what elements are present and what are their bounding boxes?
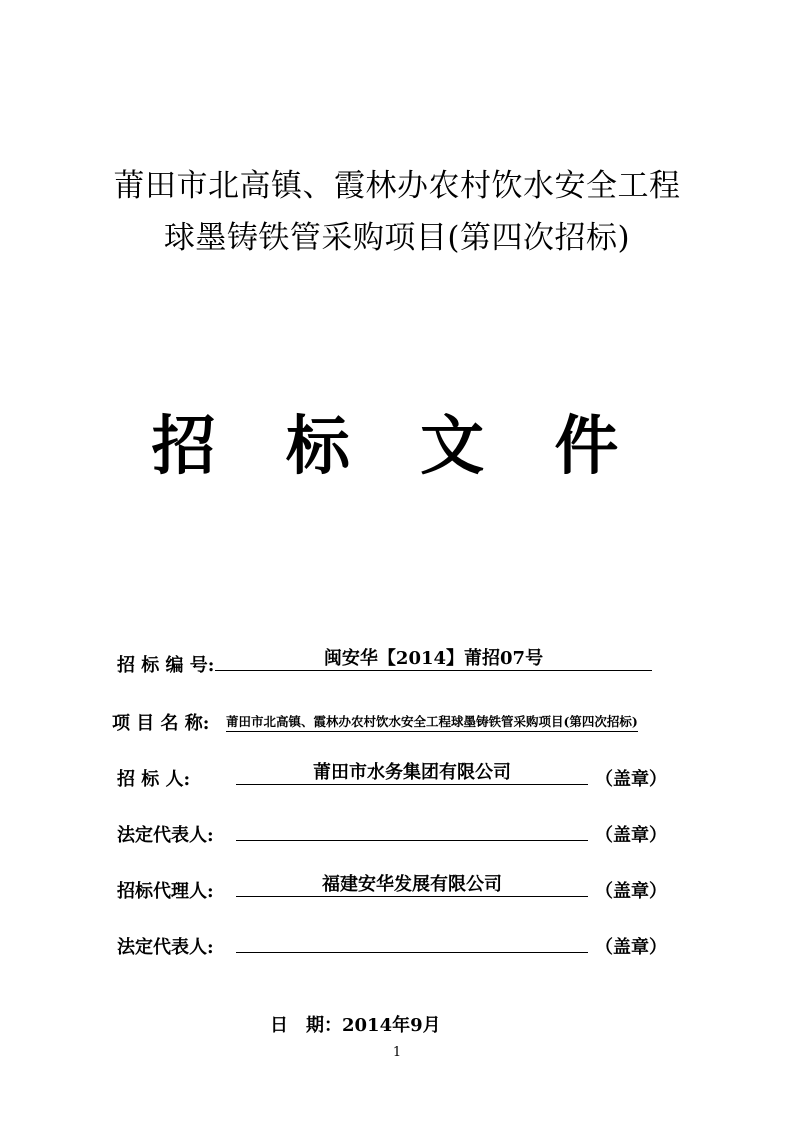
legal-rep-2-seal: （盖章）	[595, 937, 667, 958]
legal-rep-1-value	[236, 818, 588, 841]
tenderer-value: 莆田市水务集团有限公司	[236, 762, 588, 785]
legal-rep-2-value	[236, 930, 588, 953]
project-title-line-1: 莆田市北高镇、霞林办农村饮水安全工程	[113, 168, 681, 204]
bid-number-value: 闽安华【2014】莆招07号	[215, 648, 652, 671]
agent-seal: （盖章）	[595, 881, 667, 902]
agent-value: 福建安华发展有限公司	[236, 874, 588, 897]
project-name-value: 莆田市北高镇、霞林办农村饮水安全工程球墨铸铁管采购项目(第四次招标)	[226, 712, 638, 732]
page-number: 1	[392, 1045, 402, 1060]
agent-label: 招标代理人:	[117, 881, 214, 902]
project-name-label: 项 目 名 称:	[112, 713, 210, 734]
legal-rep-1-label: 法定代表人:	[117, 825, 214, 846]
tenderer-label: 招 标 人:	[117, 769, 191, 790]
document-date: 日 期：2014年9月	[270, 1015, 441, 1036]
legal-rep-1-seal: （盖章）	[595, 825, 667, 846]
document-title: 招 标 文 件	[151, 409, 643, 484]
tenderer-seal: （盖章）	[595, 769, 667, 790]
bid-number-label: 招 标 编 号:	[117, 655, 215, 676]
project-title-line-2: 球墨铸铁管采购项目(第四次招标)	[163, 220, 631, 256]
legal-rep-2-label: 法定代表人:	[117, 937, 214, 958]
